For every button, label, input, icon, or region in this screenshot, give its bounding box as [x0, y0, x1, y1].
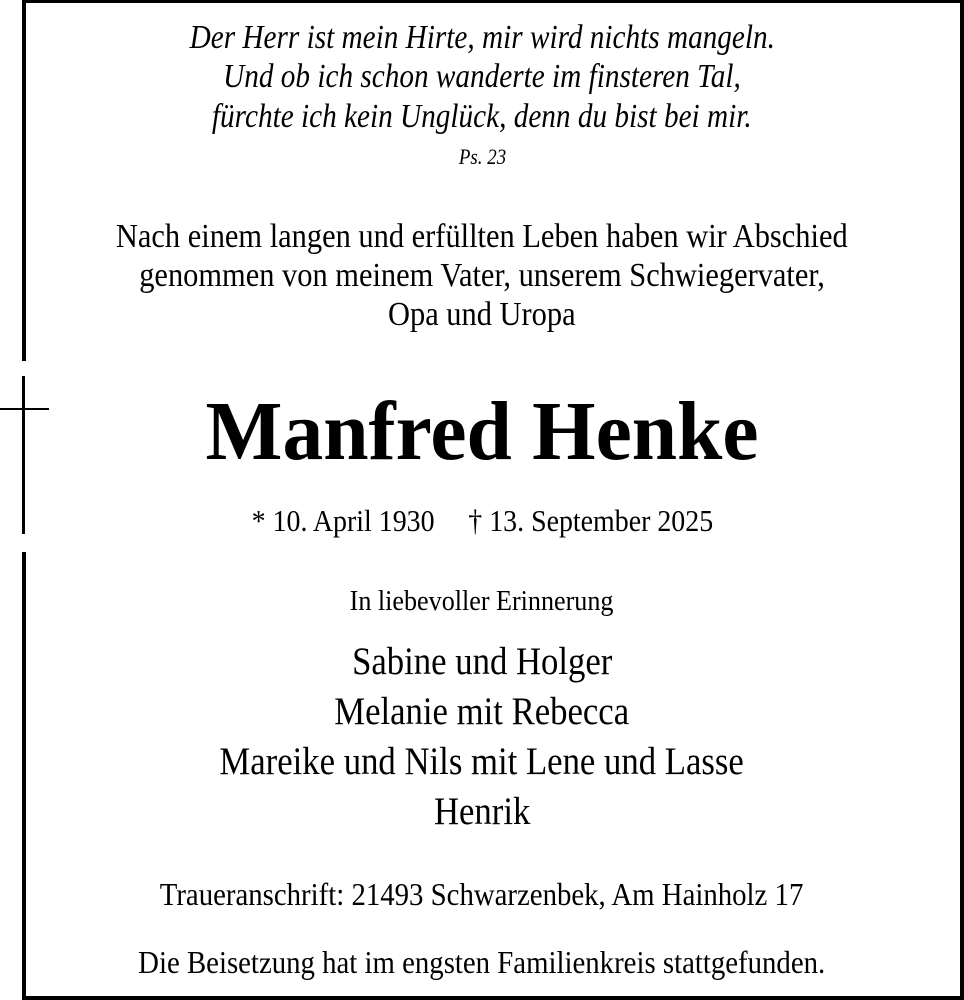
psalm-line: Der Herr ist mein Hirte, mir wird nichts mangeln.: [189, 19, 775, 56]
mourner-line: Sabine und Holger: [351, 640, 613, 683]
intro-line: genommen von meinem Vater, unserem Schwiegervater,: [139, 257, 825, 294]
deceased-name: Manfred Henke: [205, 385, 759, 478]
psalm-line: fürchte ich kein Unglück, denn du bist bei mir.: [212, 98, 752, 135]
burial-note: Die Beisetzung hat im engsten Familienkreis stattgefunden.: [138, 944, 826, 980]
mourning-address: Traueranschrift: 21493 Schwarzenbek, Am Hainholz 17: [160, 876, 804, 912]
death-date: 13. September 2025: [488, 503, 713, 538]
frame-top-border: [22, 0, 964, 3]
remembrance-heading: In liebevoller Erinnerung: [350, 585, 614, 617]
intro-line: Nach einem langen und erfüllten Leben haben wir Abschied: [116, 218, 848, 255]
birth-date: 10. April 1930: [272, 503, 435, 538]
mourner-line: Melanie mit Rebecca: [334, 690, 630, 733]
intro-line: Opa und Uropa: [388, 296, 576, 333]
life-dates: [0, 505, 964, 536]
psalm-reference: Ps. 23: [458, 144, 506, 169]
birth-star-icon: *: [251, 503, 266, 538]
mourner-line: Henrik: [433, 790, 531, 833]
psalm-line: Und ob ich schon wanderte im finsteren Tal,: [223, 58, 741, 95]
death-cross-icon: †: [467, 503, 482, 538]
frame-bottom-border: [22, 996, 964, 1000]
mourner-line: Mareike und Nils mit Lene und Lasse: [219, 740, 745, 783]
